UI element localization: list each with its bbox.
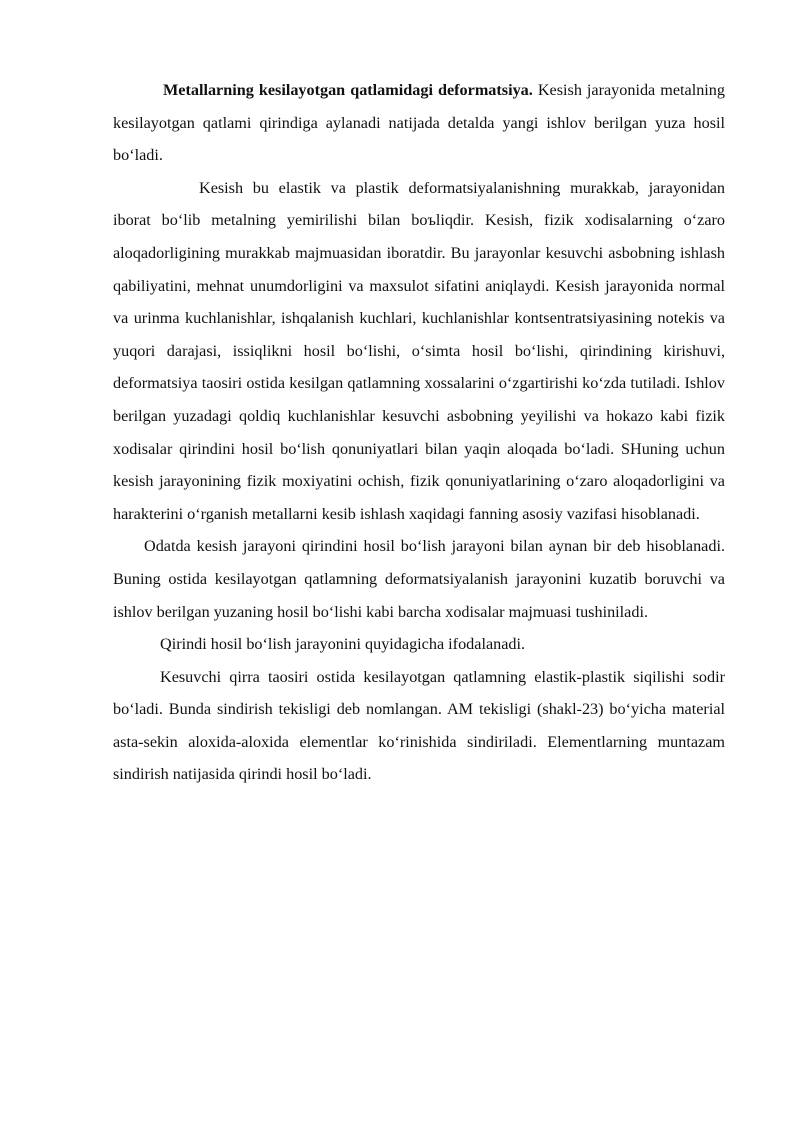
section-title: Metallarning kesilayotgan qatlamidagi deformatsiya. xyxy=(163,81,533,99)
paragraph-1 xyxy=(113,74,725,172)
paragraph-4: Qirindi hosil bo‘lish jarayonini quyidagicha ifodalanadi. xyxy=(160,635,526,654)
paragraph-5: Kesuvchi qirra taosiri ostida kesilayotgan qatlamning elastik-plastik siqilishi sodir bo‘ladi. Bunda sindirish tekisligi deb nomlangan. AM tekisligi (shakl-23) bo‘yicha material asta-sekin aloxida-aloxida elementlar ko‘rinishida sindiriladi. Elementlarning muntazam sindirish natijasida qirindi hosil bo‘ladi. xyxy=(113,667,725,784)
paragraph-1-text: Kesish jarayonida metalning kesilayotgan qatlami qirindiga aylanadi natijada detalda yangi ishlov berilgan yuza hosil bo‘ladi. xyxy=(113,81,725,165)
paragraph-3: Odatda kesish jarayoni qirindini hosil bo‘lish jarayoni bilan aynan bir deb hisoblanadi. Buning ostida kesilayotgan qatlamning deformatsiyalanish jarayonini kuzatib boruvchi va ishlov berilgan yuzaning hosil bo‘lishi kabi barcha xodisalar majmuasi tushiniladi. xyxy=(113,537,725,621)
paragraph-2: Kesish bu elastik va plastik deformatsiyalanishning murakkab, jarayonidan iborat bo‘lib metalning yemirilishi bilan boъliqdir. Kesish, fizik xodisalarning o‘zaro aloqadorligining murakkab majmuasidan iboratdir. Bu jarayonlar kesuvchi asbobning ishlash qabiliyatini, mehnat unumdorligini va maxsulot sifatini aniqlaydi. Kesish jarayonida normal va urinma kuchlanishlar, ishqalanish kuchlari, kuchlanishlar kontsentratsiyasining notekis va yuqori darajasi, issiqlikni hosil bo‘lishi, o‘simta hosil bo‘lishi, qirindining kirishuvi, deformatsiya taosiri ostida kesilgan qatlamning xossalarini o‘zgartirishi ko‘zda tutiladi. Ishlov berilgan yuzadagi qoldiq kuchlanishlar kesuvchi asbobning yeyilishi va hokazo kabi fizik xodisalar qirindini hosil bo‘lish qonuniyatlari bilan yaqin aloqada bo‘ladi. SHuning uchun kesish jarayonining fizik moxiyatini ochish, fizik qonuniyatlarining o‘zaro aloqadorligini va harakterini o‘rganish metallarni kesib ishlash xaqidagi fanning asosiy vazifasi hisoblanadi. xyxy=(113,178,725,523)
